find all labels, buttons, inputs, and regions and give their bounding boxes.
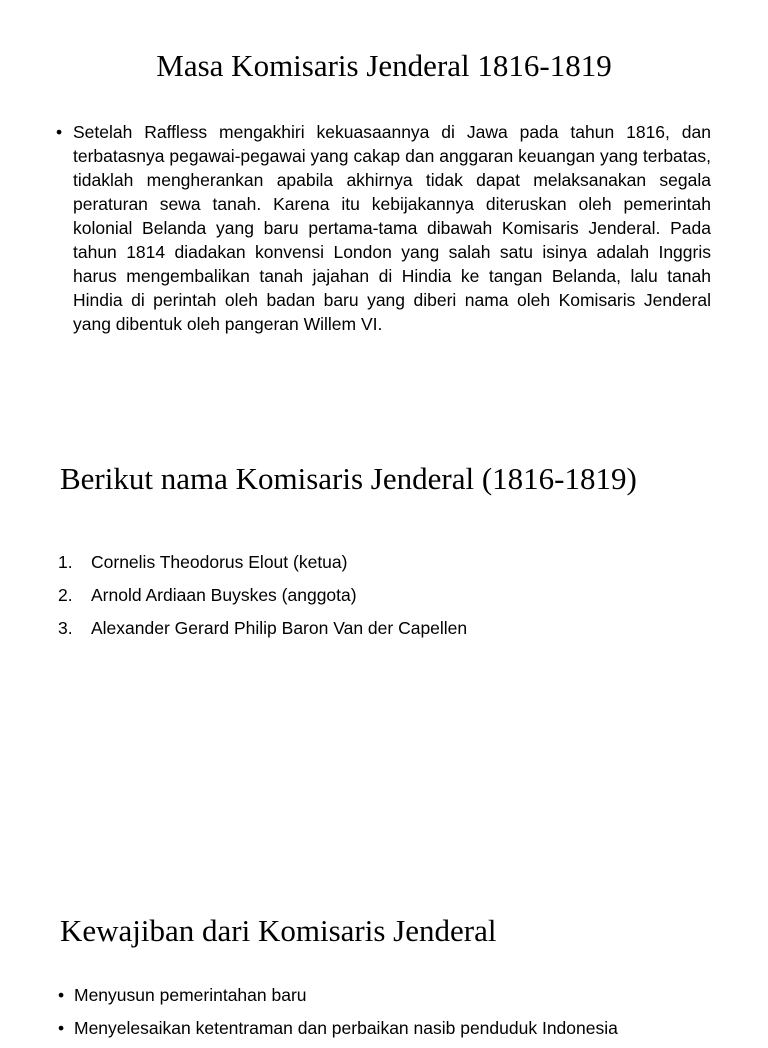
list-text: Menyelesaikan ketentraman dan perbaikan nasib penduduk Indonesia xyxy=(74,1018,618,1038)
slide3-title: Kewajiban dari Komisaris Jenderal xyxy=(60,913,497,948)
slide2-title: Berikut nama Komisaris Jenderal (1816-1819) xyxy=(60,461,637,496)
list-text: Cornelis Theodorus Elout (ketua) xyxy=(91,552,348,572)
kewajiban-list xyxy=(58,982,758,1048)
list-text: Menyusun pemerintahan baru xyxy=(74,985,307,1005)
slide1-paragraph: Setelah Raffless mengakhiri kekuasaannya di Jawa pada tahun 1816, dan terbatasnya pegawai-pegawai yang cakap dan anggaran keuangan yang terbatas, tidaklah mengherankan apabila akhirnya tidak dapat melaksanakan segala peraturan sewa tanah. Karena itu kebijakannya diteruskan oleh pemerintah kolonial Belanda yang baru pertama-tama dibawah Komisaris Jenderal. Pada tahun 1814 diadakan konvensi London yang salah satu isinya adalah Inggris harus mengembalikan tanah jajahan di Hindia ke tangan Belanda, lalu tanah Hindia di perintah oleh badan baru yang diberi nama oleh Komisaris Jenderal yang dibentuk oleh pangeran Willem VI. xyxy=(73,122,711,334)
slide1-title: Masa Komisaris Jenderal 1816-1819 xyxy=(156,48,612,83)
komisaris-list xyxy=(58,549,467,648)
bullet-icon: • xyxy=(56,122,63,142)
list-item xyxy=(58,549,467,582)
list-item xyxy=(58,615,467,648)
bullet-icon: • xyxy=(58,985,65,1005)
list-number: 2. xyxy=(58,585,73,605)
list-number: 3. xyxy=(58,618,73,638)
list-number: 1. xyxy=(58,552,73,572)
list-item xyxy=(58,1015,758,1048)
list-text: Arnold Ardiaan Buyskes (anggota) xyxy=(91,585,357,605)
bullet-icon: • xyxy=(58,1018,65,1038)
list-text: Alexander Gerard Philip Baron Van der Capellen xyxy=(91,618,468,638)
list-item xyxy=(58,582,467,615)
slide1-bullet-item xyxy=(56,120,711,336)
list-item xyxy=(58,982,758,1015)
